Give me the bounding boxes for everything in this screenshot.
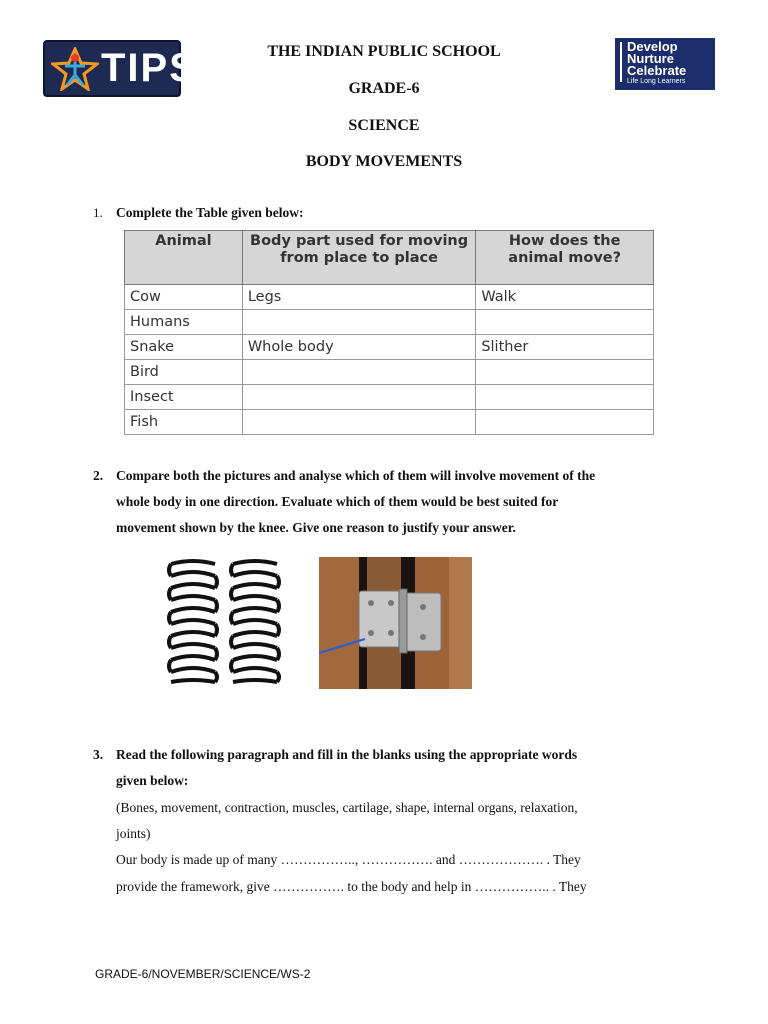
table-cell bbox=[476, 360, 654, 385]
animal-movement-table bbox=[124, 230, 654, 435]
table-cell: Legs bbox=[242, 285, 475, 310]
table-header-body-part: Body part used for moving from place to place bbox=[242, 231, 475, 285]
table-cell: Fish bbox=[125, 410, 243, 435]
table-cell: Snake bbox=[125, 335, 243, 360]
logo-tagline: Life Long Learners bbox=[627, 78, 686, 85]
table-cell bbox=[242, 310, 475, 335]
table-cell bbox=[242, 410, 475, 435]
logo-word: Develop bbox=[627, 39, 678, 54]
tips-logo-text: TIPS bbox=[101, 46, 198, 90]
table-cell: Cow bbox=[125, 285, 243, 310]
develop-nurture-celebrate-logo bbox=[615, 38, 715, 90]
question-2-number: 2. bbox=[93, 468, 104, 483]
topic-heading: BODY MOVEMENTS bbox=[305, 153, 463, 170]
logo-word: Nurture bbox=[627, 51, 674, 66]
logo-word: Celebrate bbox=[627, 63, 687, 78]
table-header-how-move: How does the animal move? bbox=[476, 231, 654, 285]
table-cell bbox=[476, 410, 654, 435]
question-2-line: whole body in one direction. Evaluate which of them would be best suited for bbox=[116, 494, 559, 509]
question-2-line: Compare both the pictures and analyse which of them will involve movement of the bbox=[116, 468, 596, 483]
table-cell: Slither bbox=[476, 335, 654, 360]
subject-heading: SCIENCE bbox=[348, 117, 420, 134]
table-cell: Humans bbox=[125, 310, 243, 335]
question-3-line: given below: bbox=[116, 773, 189, 788]
paragraph-line: provide the framework, give ……………. to the body and help in …………….. . They bbox=[116, 879, 587, 894]
table-cell: Walk bbox=[476, 285, 654, 310]
table-row bbox=[125, 360, 654, 385]
question-3-line: Read the following paragraph and fill in the blanks using the appropriate words bbox=[116, 747, 578, 762]
table-header-row bbox=[125, 231, 654, 285]
table-row bbox=[125, 385, 654, 410]
word-bank-line: joints) bbox=[116, 826, 151, 841]
tips-logo bbox=[43, 40, 198, 97]
word-bank-line: (Bones, movement, contraction, muscles, cartilage, shape, internal organs, relaxation, bbox=[116, 800, 578, 815]
table-cell bbox=[476, 385, 654, 410]
table-row bbox=[125, 335, 654, 360]
door-hinge-image bbox=[319, 557, 472, 689]
table-header-animal: Animal bbox=[125, 231, 243, 285]
coil-springs-image bbox=[163, 558, 283, 688]
table-cell bbox=[242, 385, 475, 410]
grade-heading: GRADE-6 bbox=[348, 80, 420, 97]
table-row bbox=[125, 410, 654, 435]
school-name: THE INDIAN PUBLIC SCHOOL bbox=[267, 43, 501, 60]
star-figure-icon bbox=[51, 47, 99, 91]
question-1-text: Complete the Table given below: bbox=[116, 205, 304, 220]
paragraph-line: Our body is made up of many …………….., ……………. and ………………. . They bbox=[116, 852, 581, 867]
table-cell: Insect bbox=[125, 385, 243, 410]
table-row bbox=[125, 285, 654, 310]
page-footer: GRADE-6/NOVEMBER/SCIENCE/WS-2 bbox=[95, 967, 311, 981]
table-row bbox=[125, 310, 654, 335]
table-cell: Whole body bbox=[242, 335, 475, 360]
question-1-number: 1. bbox=[93, 205, 103, 220]
table-cell bbox=[242, 360, 475, 385]
table-cell: Bird bbox=[125, 360, 243, 385]
table-cell bbox=[476, 310, 654, 335]
question-3-number: 3. bbox=[93, 747, 104, 762]
question-2-line: movement shown by the knee. Give one reason to justify your answer. bbox=[116, 520, 516, 535]
